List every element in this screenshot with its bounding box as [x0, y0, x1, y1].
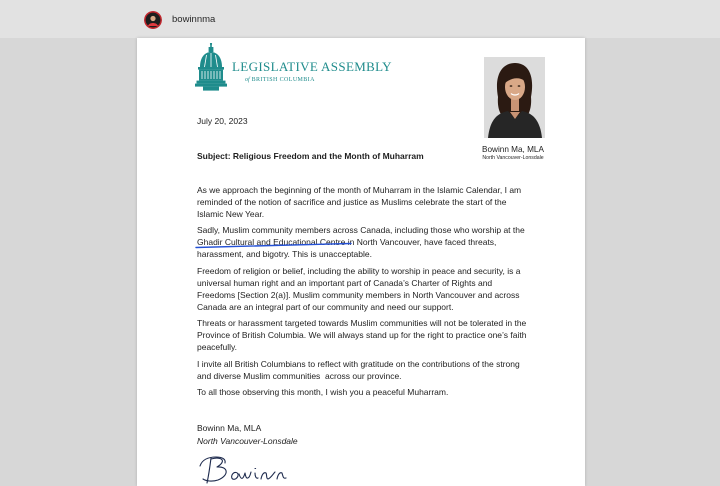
paragraph-3-line: Freedoms [Section 2(a)]. Muslim community members in North Vancouver and across	[197, 290, 520, 300]
paragraph-4-line: Province of British Columbia. We will always stand up for the right to practice one’s faith	[197, 330, 527, 340]
letter-document	[137, 38, 585, 486]
ghadir-centre-highlight: Ghadir Cultural and Educational Centre	[197, 237, 346, 247]
letter-subject: Subject: Religious Freedom and the Month of Muharram	[197, 151, 424, 161]
paragraph-4-line: peacefully.	[197, 342, 238, 352]
letterhead-subtitle-province: BRITISH COLUMBIA	[251, 77, 315, 83]
paragraph-2-line: Sadly, Muslim community members across Canada, including those who worship at the	[197, 225, 525, 235]
sender-block	[473, 144, 553, 162]
paragraph-1-line: Islamic New Year.	[197, 209, 265, 219]
paragraph-3-line: Freedom of religion or belief, including the ability to worship in peace and security, is a	[197, 266, 521, 276]
handwritten-signature	[198, 452, 298, 486]
paragraph-3-line: Canada are an integral part of our community and need our support.	[197, 302, 454, 312]
letterhead-subtitle	[245, 76, 315, 84]
letterhead-title: LEGISLATIVE ASSEMBLY	[232, 59, 392, 74]
legislature-dome-icon	[195, 43, 227, 91]
paragraph-1-line: reminded of the notion of sacrifice and justice as Muslims celebrate the start of the	[197, 197, 507, 207]
hand-drawn-underline	[195, 242, 353, 250]
paragraph-2-line-rest: in North Vancouver, have faced threats,	[345, 237, 497, 247]
closing-riding: North Vancouver-Lonsdale	[197, 436, 298, 446]
paragraph-3-line: universal human right and an important part of Canada’s Charter of Rights and	[197, 278, 493, 288]
username-link[interactable]: bowinnma	[172, 14, 216, 25]
closing-name: Bowinn Ma, MLA	[197, 423, 262, 433]
letterhead-subtitle-of: of	[245, 77, 250, 83]
post-header	[0, 0, 720, 38]
paragraph-6-line: To all those observing this month, I wish you a peaceful Muharram.	[197, 387, 449, 397]
sender-riding: North Vancouver-Lonsdale	[482, 155, 544, 161]
mla-portrait-photo	[484, 57, 545, 138]
profile-avatar-icon[interactable]	[144, 11, 162, 29]
paragraph-1-line: As we approach the beginning of the month of Muharram in the Islamic Calendar, I am	[197, 185, 522, 195]
paragraph-5-line: I invite all British Columbians to reflect with gratitude on the contributions of the strong	[197, 359, 520, 369]
paragraph-2-line: harassment, and bigotry. This is unacceptable.	[197, 249, 372, 259]
paragraph-5-line: and diverse Muslim communities across our province.	[197, 371, 402, 381]
paragraph-4-line: Threats or harassment targeted towards Muslim communities will not be tolerated in the	[197, 318, 527, 328]
sender-name: Bowinn Ma, MLA	[482, 145, 544, 154]
letter-date: July 20, 2023	[197, 116, 248, 126]
